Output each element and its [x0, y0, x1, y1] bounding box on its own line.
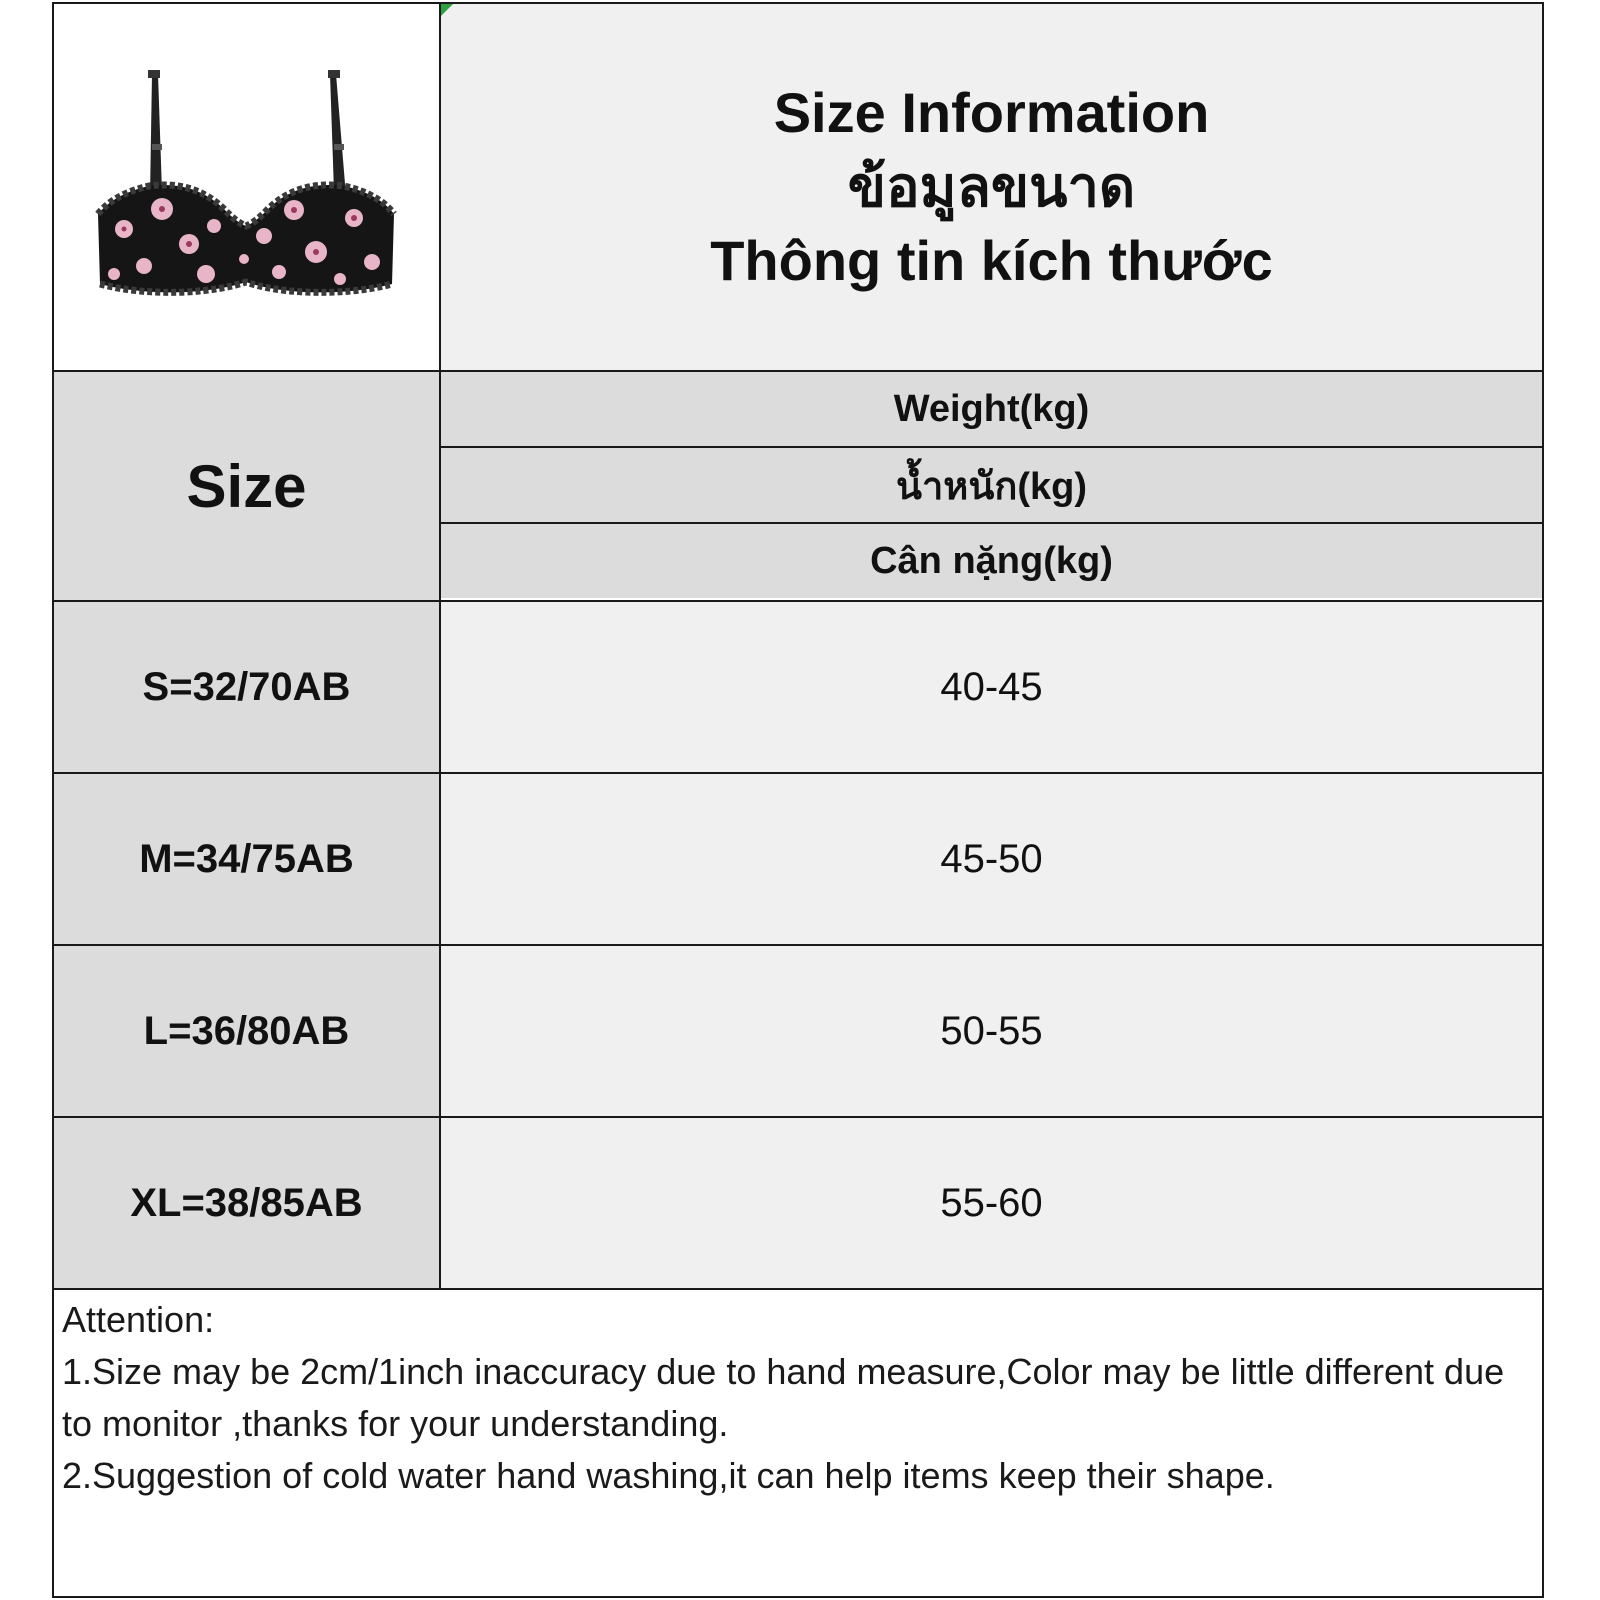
title-thai: ข้อมูลขนาด [847, 155, 1136, 218]
title-english: Size Information [773, 81, 1210, 144]
attention-notes [62, 1294, 1522, 1502]
weight-header-english: Weight(kg) [441, 372, 1542, 446]
table-row-weight: 55-60 [441, 1118, 1542, 1288]
divider [54, 370, 1542, 372]
divider [54, 1288, 1542, 1290]
size-chart [52, 2, 1544, 1598]
divider [54, 1116, 1542, 1118]
divider [54, 772, 1542, 774]
table-row-size: XL=38/85AB [54, 1118, 439, 1288]
table-row-size: S=32/70AB [54, 602, 439, 772]
weight-header-vietnamese: Cân nặng(kg) [441, 524, 1542, 598]
note-item: 2.Suggestion of cold water hand washing,it can help items keep their shape. [62, 1455, 1275, 1496]
title-vietnamese: Thông tin kích thước [710, 229, 1273, 292]
divider [439, 4, 441, 1290]
divider [54, 600, 1542, 602]
size-column-header: Size [54, 372, 439, 600]
divider [54, 944, 1542, 946]
table-row-weight: 40-45 [441, 602, 1542, 772]
table-row-weight: 45-50 [441, 774, 1542, 944]
cell-marker-icon [441, 4, 453, 16]
notes-heading: Attention: [62, 1299, 215, 1340]
divider [441, 446, 1542, 448]
product-image-cell [54, 4, 439, 370]
weight-header-thai: น้ำหนัก(kg) [441, 448, 1542, 522]
bra-product-image [54, 4, 439, 370]
title-cell [441, 4, 1542, 370]
table-row-size: M=34/75AB [54, 774, 439, 944]
table-row-size: L=36/80AB [54, 946, 439, 1116]
table-row-weight: 50-55 [441, 946, 1542, 1116]
divider [441, 522, 1542, 524]
note-item: 1.Size may be 2cm/1inch inaccuracy due to hand measure,Color may be little different due to monitor ,thanks for your understanding. [62, 1351, 1505, 1444]
